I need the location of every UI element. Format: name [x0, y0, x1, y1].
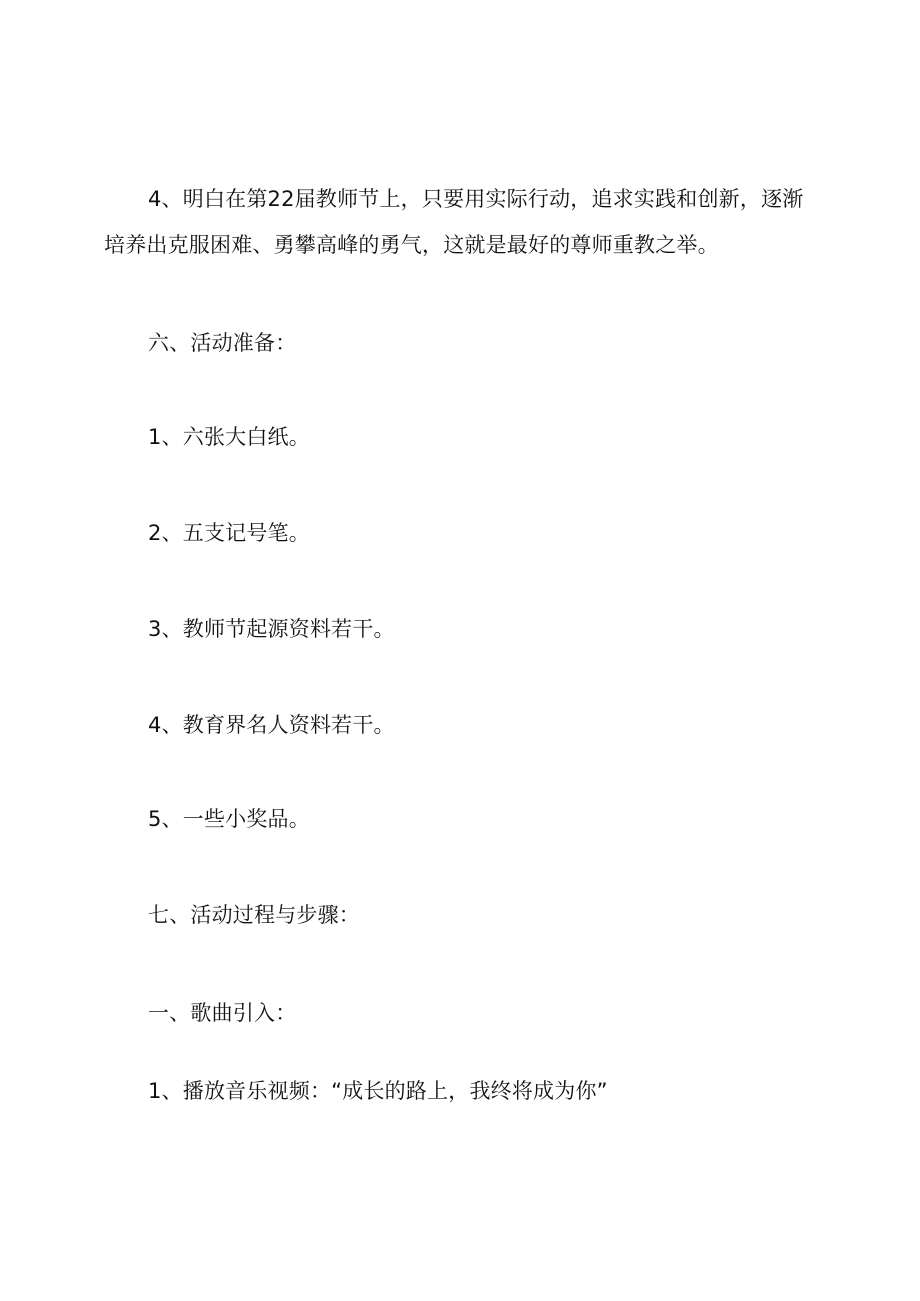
section-heading: 六、活动准备： — [148, 331, 297, 355]
paragraph-line: 培养出克服困难、勇攀高峰的勇气，这就是最好的尊师重教之举。 — [104, 233, 719, 257]
section-heading: 七、活动过程与步骤： — [148, 903, 360, 927]
subsection-heading: 一、歌曲引入： — [148, 1001, 297, 1025]
list-item: 5、一些小奖品。 — [148, 807, 310, 831]
list-item: 1、六张大白纸。 — [148, 425, 310, 449]
list-item: 4、教育界名人资料若干。 — [148, 713, 395, 737]
list-item: 3、教师节起源资料若干。 — [148, 617, 395, 641]
list-item: 2、五支记号笔。 — [148, 521, 310, 545]
paragraph-line: 4、明白在第22届教师节上，只要用实际行动，追求实践和创新，逐渐 — [148, 187, 804, 211]
list-item: 1、播放音乐视频：“成长的路上，我终将成为你” — [148, 1079, 608, 1103]
